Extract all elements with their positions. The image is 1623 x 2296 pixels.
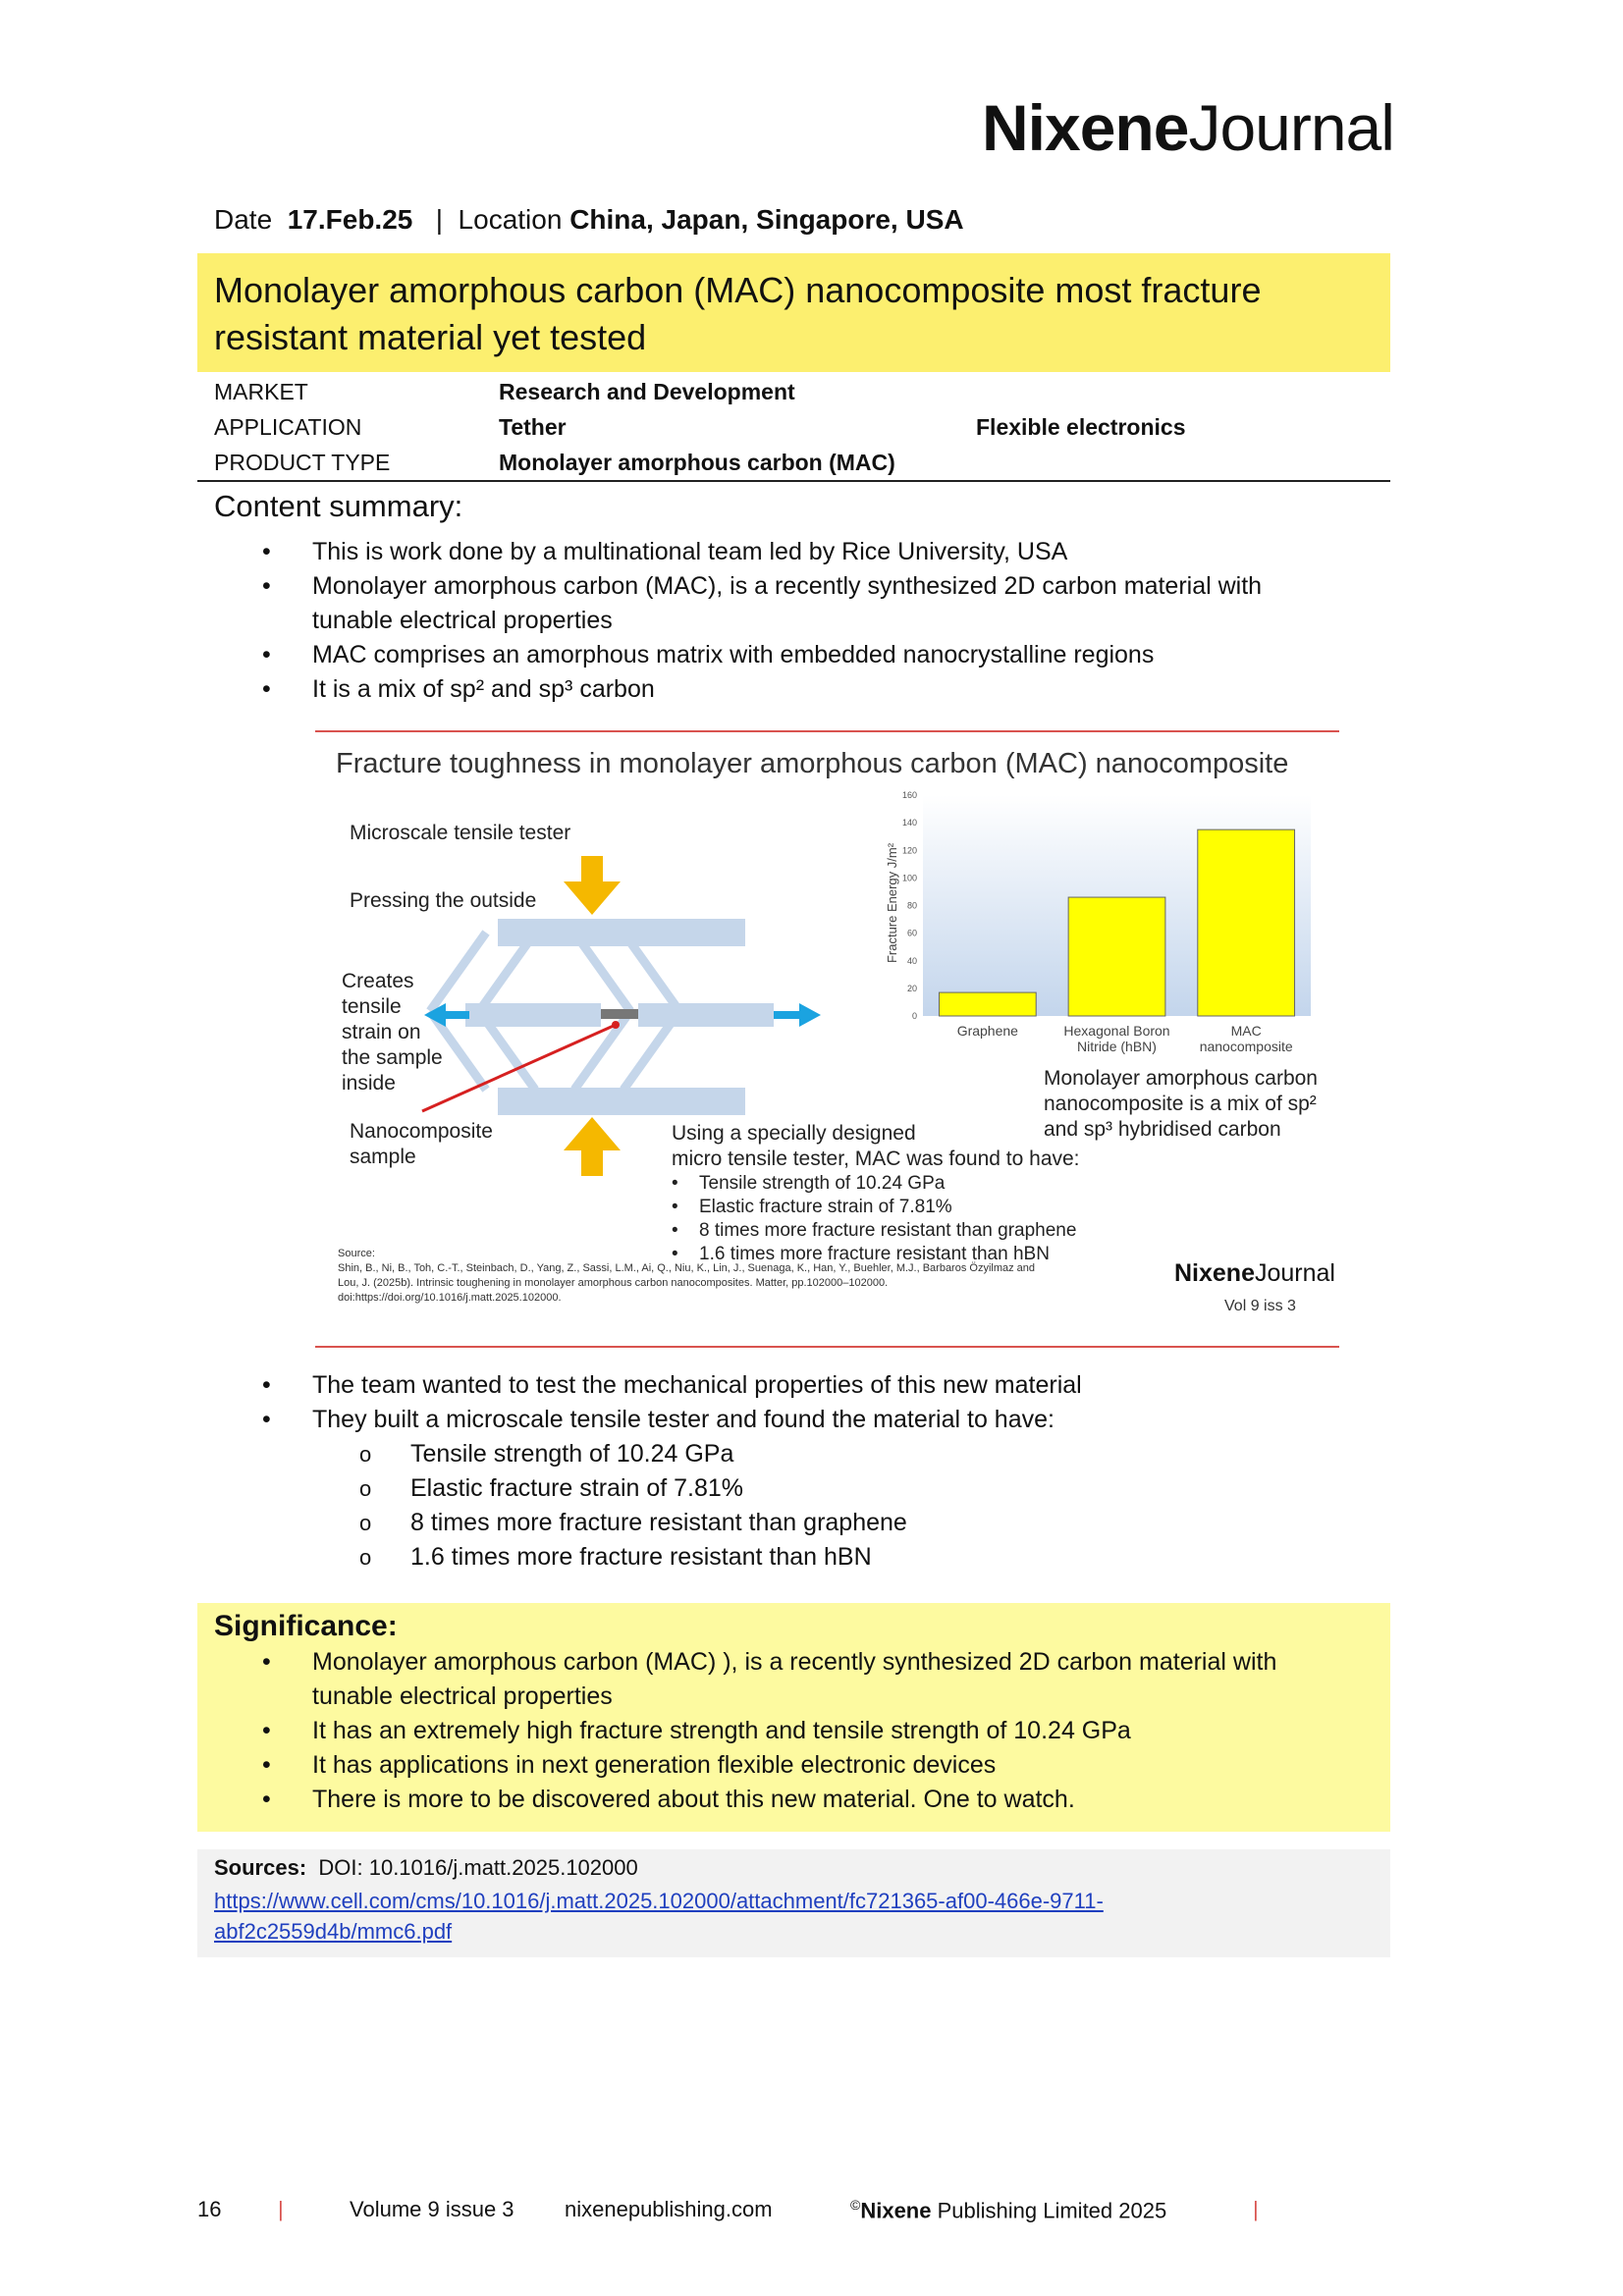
findings-summary-list (214, 1368, 1343, 1437)
application-label: APPLICATION (214, 414, 362, 440)
footer-pipe-2: | (1253, 2197, 1259, 2221)
meta-row-product (197, 445, 1390, 480)
list-item: o 1.6 times more fracture resistant than hBN (359, 1543, 872, 1571)
x-category-label: Graphene (956, 1023, 1018, 1039)
figure-top-rule (315, 730, 1339, 732)
bottom-plate (498, 1088, 745, 1115)
list-item: • Monolayer amorphous carbon (MAC), is a recently synthesized 2D carbon material with (262, 572, 1263, 600)
sources-line (214, 1855, 638, 1881)
right-beam (638, 1003, 774, 1027)
application-value-2: Flexible electronics (976, 414, 1186, 440)
label-using: Using a specially designed micro tensile tester, MAC was found to have: (672, 1122, 1080, 1170)
figure-journal-logo: NixeneJournal (1174, 1259, 1335, 1287)
product-value: Monolayer amorphous carbon (MAC) (499, 450, 895, 475)
list-item: • There is more to be discovered about this new material. One to watch. (262, 1786, 1075, 1813)
sources-doi: DOI: 10.1016/j.matt.2025.102000 (318, 1855, 638, 1880)
list-item: • They built a microscale tensile tester and found the material to have: (262, 1406, 1055, 1433)
list-item: • 8 times more fracture resistant than graphene (672, 1220, 1077, 1241)
list-item: • 1.6 times more fracture resistant than hBN (672, 1244, 1050, 1264)
sources-link[interactable]: https://www.cell.com/cms/10.1016/j.matt.2025.102000/attachment/fc721365-af00-466e-9711-abf2c2559d4b/mmc6.pdf (214, 1889, 1104, 1944)
footer-site[interactable]: nixenepublishing.com (565, 2197, 773, 2221)
bar-1 (939, 992, 1036, 1016)
journal-logo: NixeneJournal (982, 91, 1394, 164)
y-axis-label: Fracture Energy J/m² (885, 842, 899, 964)
y-tick-label: 20 (906, 983, 917, 993)
list-item: • Elastic fracture strain of 7.81% (672, 1197, 952, 1217)
label-tester: Microscale tensile tester (350, 822, 571, 844)
bar-chart (869, 785, 1330, 1070)
list-item: • It has an extremely high fracture strength and tensile strength of 10.24 GPa (262, 1717, 1131, 1744)
x-category-label: Hexagonal Boron (1063, 1023, 1170, 1039)
list-item: • Tensile strength of 10.24 GPa (672, 1173, 946, 1194)
list-item: • This is work done by a multinational team led by Rice University, USA (262, 538, 1068, 565)
bar-2 (1068, 897, 1165, 1016)
significance-heading: Significance: (214, 1610, 398, 1642)
meta-row-application (197, 409, 1390, 445)
label-pressing: Pressing the outside (350, 889, 537, 912)
y-tick-label: 0 (911, 1011, 917, 1021)
x-category-label: MAC (1230, 1023, 1262, 1039)
sample-strip (601, 1009, 638, 1019)
y-tick-label: 40 (906, 955, 917, 966)
top-plate (498, 919, 745, 946)
sub-list (312, 1437, 1294, 1575)
down-arrow-icon (564, 856, 621, 915)
significance-list (214, 1645, 1343, 1817)
list-item: o Elastic fracture strain of 7.81% (359, 1474, 744, 1502)
summary-heading: Content summary: (214, 489, 463, 523)
location-label: Location (458, 204, 563, 235)
footer-pipe: | (278, 2197, 284, 2221)
figure-bottom-rule (315, 1346, 1339, 1348)
y-tick-label: 80 (906, 900, 917, 911)
x-category-label: nanocomposite (1199, 1039, 1293, 1054)
sources-label: Sources: (214, 1855, 307, 1880)
title-box (197, 253, 1390, 372)
y-tick-label: 160 (901, 790, 917, 800)
right-arrow-icon (774, 1003, 821, 1027)
meta-table (197, 374, 1390, 480)
location-value: China, Japan, Singapore, USA (569, 204, 964, 235)
up-arrow-icon (564, 1117, 621, 1176)
list-item: o 8 times more fracture resistant than graphene (359, 1509, 907, 1536)
list-item-continuation: tunable electrical properties (312, 1682, 613, 1710)
left-beam (465, 1003, 601, 1027)
date-label: Date (214, 204, 273, 235)
dateline (214, 204, 964, 236)
list-item: • The team wanted to test the mechanical properties of this new material (262, 1371, 1082, 1399)
label-sample: Nanocomposite sample (350, 1120, 493, 1168)
y-tick-label: 120 (901, 845, 917, 856)
x-category-label: Nitride (hBN) (1077, 1039, 1157, 1054)
pointer-dot (612, 1021, 620, 1029)
figure-source: Source: Shin, B., Ni, B., Toh, C.-T., Steinbach, D., Yang, Z., Sassi, L.M., Ai, Q., Niu, K., Lin, J., Suenaga, K., Han, Y., Buehler, M.J., Barbaros Özyilmaz and Lou, J. (2025b). Intrinsic toughening in monolayer amorphous carbon nanocomposites. Matter, pp.102000–102000. doi:https://doi.org/10.1016/j.matt.2025.102000. (338, 1248, 1036, 1304)
label-mix: Monolayer amorphous carbon nanocomposite is a mix of sp² and sp³ hybridised carbon (1044, 1067, 1318, 1141)
product-label: PRODUCT TYPE (214, 450, 391, 475)
bar-3 (1198, 829, 1295, 1016)
footer-volume: Volume 9 issue 3 (350, 2197, 514, 2221)
figure-vol: Vol 9 iss 3 (1224, 1298, 1296, 1314)
list-item: o Tensile strength of 10.24 GPa (359, 1440, 734, 1468)
y-tick-label: 60 (906, 928, 917, 938)
footer-copyright: ©Nixene Publishing Limited 2025 (850, 2197, 1167, 2223)
separator: | (435, 204, 443, 235)
application-value: Tether (499, 414, 567, 440)
list-item: • It is a mix of sp² and sp³ carbon (262, 675, 655, 703)
list-item: • MAC comprises an amorphous matrix with embedded nanocrystalline regions (262, 641, 1155, 668)
page-number: 16 (197, 2197, 222, 2221)
market-label: MARKET (214, 379, 308, 404)
market-value: Research and Development (499, 379, 795, 404)
label-creates: Creates tensile strain on the sample inside (342, 970, 443, 1095)
meta-divider (197, 480, 1390, 482)
summary-list (214, 535, 1343, 707)
meta-row-market (197, 374, 1390, 409)
list-item-continuation: tunable electrical properties (312, 607, 613, 634)
list-item: • It has applications in next generation flexible electronic devices (262, 1751, 997, 1779)
date-value: 17.Feb.25 (287, 204, 413, 235)
figure-title: Fracture toughness in monolayer amorphous carbon (MAC) nanocomposite (336, 748, 1289, 779)
y-tick-label: 100 (901, 873, 917, 883)
list-item: • Monolayer amorphous carbon (MAC) ), is a recently synthesized 2D carbon material with (262, 1648, 1277, 1676)
y-tick-label: 140 (901, 818, 917, 828)
article-title: Monolayer amorphous carbon (MAC) nanocomposite most fracture resistant material yet tested (214, 270, 1262, 357)
